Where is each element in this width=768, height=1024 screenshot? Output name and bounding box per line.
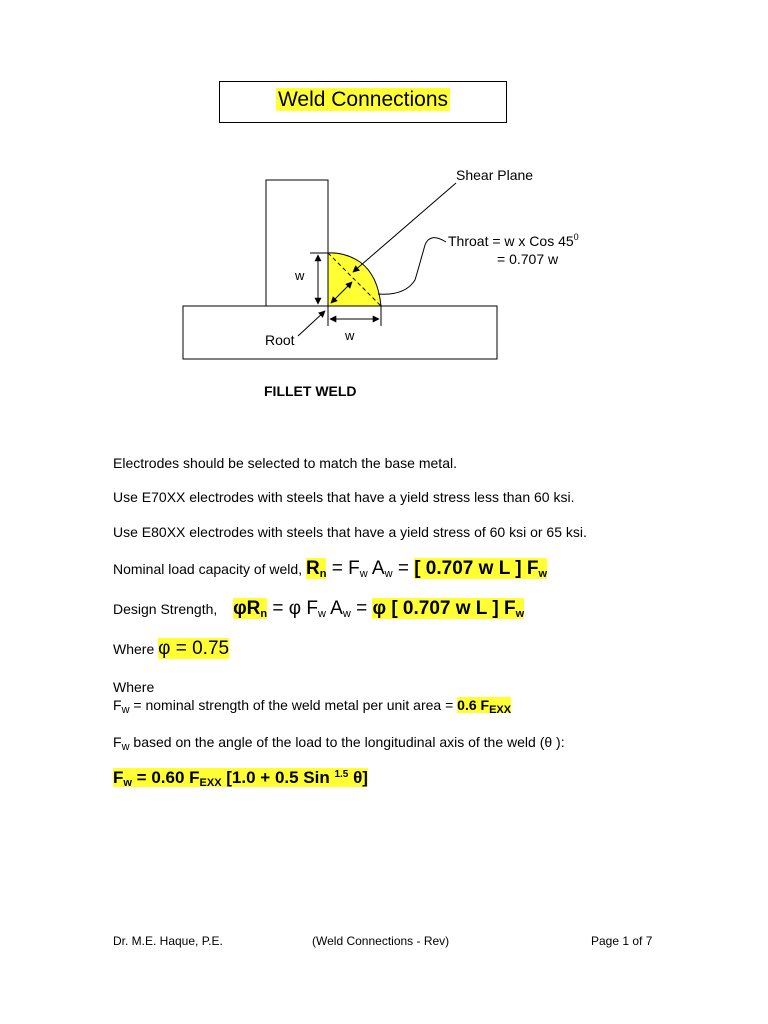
root-label: Root [265,332,295,348]
body-line-1: Electrodes should be selected to match the base metal. [113,455,457,471]
design-strength-equation: Design Strength, $\varphi R_n = \varphi$ $F_w$ $A_w = \varphi$ [ 0.707 w L ] $F_w$ [113,598,525,620]
fw-definition-line: $F_w$ = nominal strength of the weld metal per unit area = 0.6 $F_{EXX}$ [113,697,512,716]
where-phi-line: Where φ = 0.75 [113,638,230,659]
diagram-caption: FILLET WELD [264,383,357,399]
footer-author: Dr. M.E. Haque, P.E. [113,934,223,948]
nominal-capacity-equation: Nominal load capacity of weld, $R_n = F_w$ $A_w$ = [ 0.707 w L ] $F_w$ [113,558,548,580]
fw-angle-line: $F_w$ based on the angle of the load to the longitudinal axis of the weld (θ ): [113,734,565,753]
base-plate [183,306,497,359]
fw-final-equation: $F_w = 0.60$ $F_{EXX}$ [1.0 + 0.5 Sin $^{1.5}$ θ] [113,768,368,789]
page-title: Weld Connections [277,88,449,111]
shear-plane-leader [353,183,456,272]
w-horizontal-label: w [345,328,355,343]
vertical-plate [266,180,328,306]
fillet-weld-diagram [0,0,768,400]
w-vertical-label: w [295,268,305,283]
throat-leader [378,238,446,295]
shear-plane-label: Shear Plane [456,167,534,183]
throat-value: = 0.707 w [497,251,559,267]
where-label: Where [113,679,155,695]
body-line-3: Use E80XX electrodes with steels that have a yield stress of 60 ksi or 65 ksi. [113,524,587,540]
body-line-2: Use E70XX electrodes with steels that have a yield stress less than 60 ksi. [113,489,575,505]
footer-doc-title: (Weld Connections - Rev) [312,934,450,948]
footer-page-number: Page 1 of 7 [591,934,653,948]
throat-label: Throat = w x Cos $45^0$ [448,232,579,249]
